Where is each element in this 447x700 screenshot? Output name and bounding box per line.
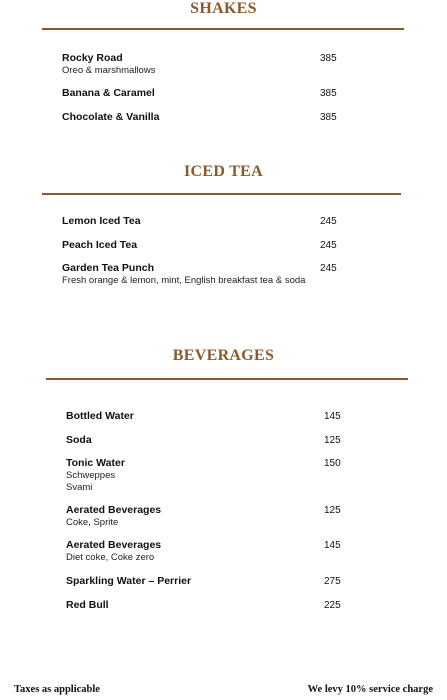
item-name: Tonic Water [66, 457, 125, 469]
item-description: Fresh orange & lemon, mint, English breakfast tea & soda [62, 275, 306, 286]
section-divider-beverages [46, 378, 408, 380]
item-description: Coke, Sprite [66, 517, 119, 528]
item-description: Oreo & marshmallows [62, 65, 156, 76]
item-description: Diet coke, Coke zero [66, 552, 155, 563]
section-title-iced-tea: ICED TEA [183, 163, 264, 180]
item-name: Sparkling Water – Perrier [66, 575, 192, 587]
item-name: Lemon Iced Tea [62, 215, 141, 227]
item-name: Soda [66, 434, 92, 446]
item-price: 245 [320, 240, 337, 251]
item-name: Rocky Road [62, 52, 123, 64]
item-price: 385 [320, 112, 337, 123]
item-price: 145 [324, 411, 341, 422]
item-name: Aerated Beverages [66, 504, 162, 516]
item-price: 385 [320, 53, 337, 64]
item-price: 245 [320, 263, 337, 274]
item-price: 385 [320, 88, 337, 99]
item-price: 275 [324, 576, 341, 587]
item-name: Red Bull [66, 599, 109, 611]
section-title-beverages: BEVERAGES [172, 347, 275, 364]
item-name: Garden Tea Punch [62, 262, 154, 274]
item-price: 150 [324, 458, 341, 469]
item-name: Peach Iced Tea [62, 239, 138, 251]
section-divider-shakes [42, 28, 404, 30]
section-title-shakes: SHAKES [190, 0, 257, 17]
footer-taxes-note: Taxes as applicable [14, 684, 100, 695]
item-price: 125 [324, 435, 341, 446]
item-name: Aerated Beverages [66, 539, 162, 551]
item-price: 245 [320, 216, 337, 227]
section-divider-iced-tea [42, 193, 401, 195]
item-description: Svami [66, 482, 93, 493]
item-name: Bottled Water [66, 410, 134, 422]
item-price: 125 [324, 505, 341, 516]
item-price: 225 [324, 600, 341, 611]
item-description: Schweppes [66, 470, 116, 481]
item-price: 145 [324, 540, 341, 551]
item-name: Banana & Caramel [62, 87, 155, 99]
footer-service-charge-note: We levy 10% service charge [307, 684, 433, 695]
item-name: Chocolate & Vanilla [62, 111, 160, 123]
